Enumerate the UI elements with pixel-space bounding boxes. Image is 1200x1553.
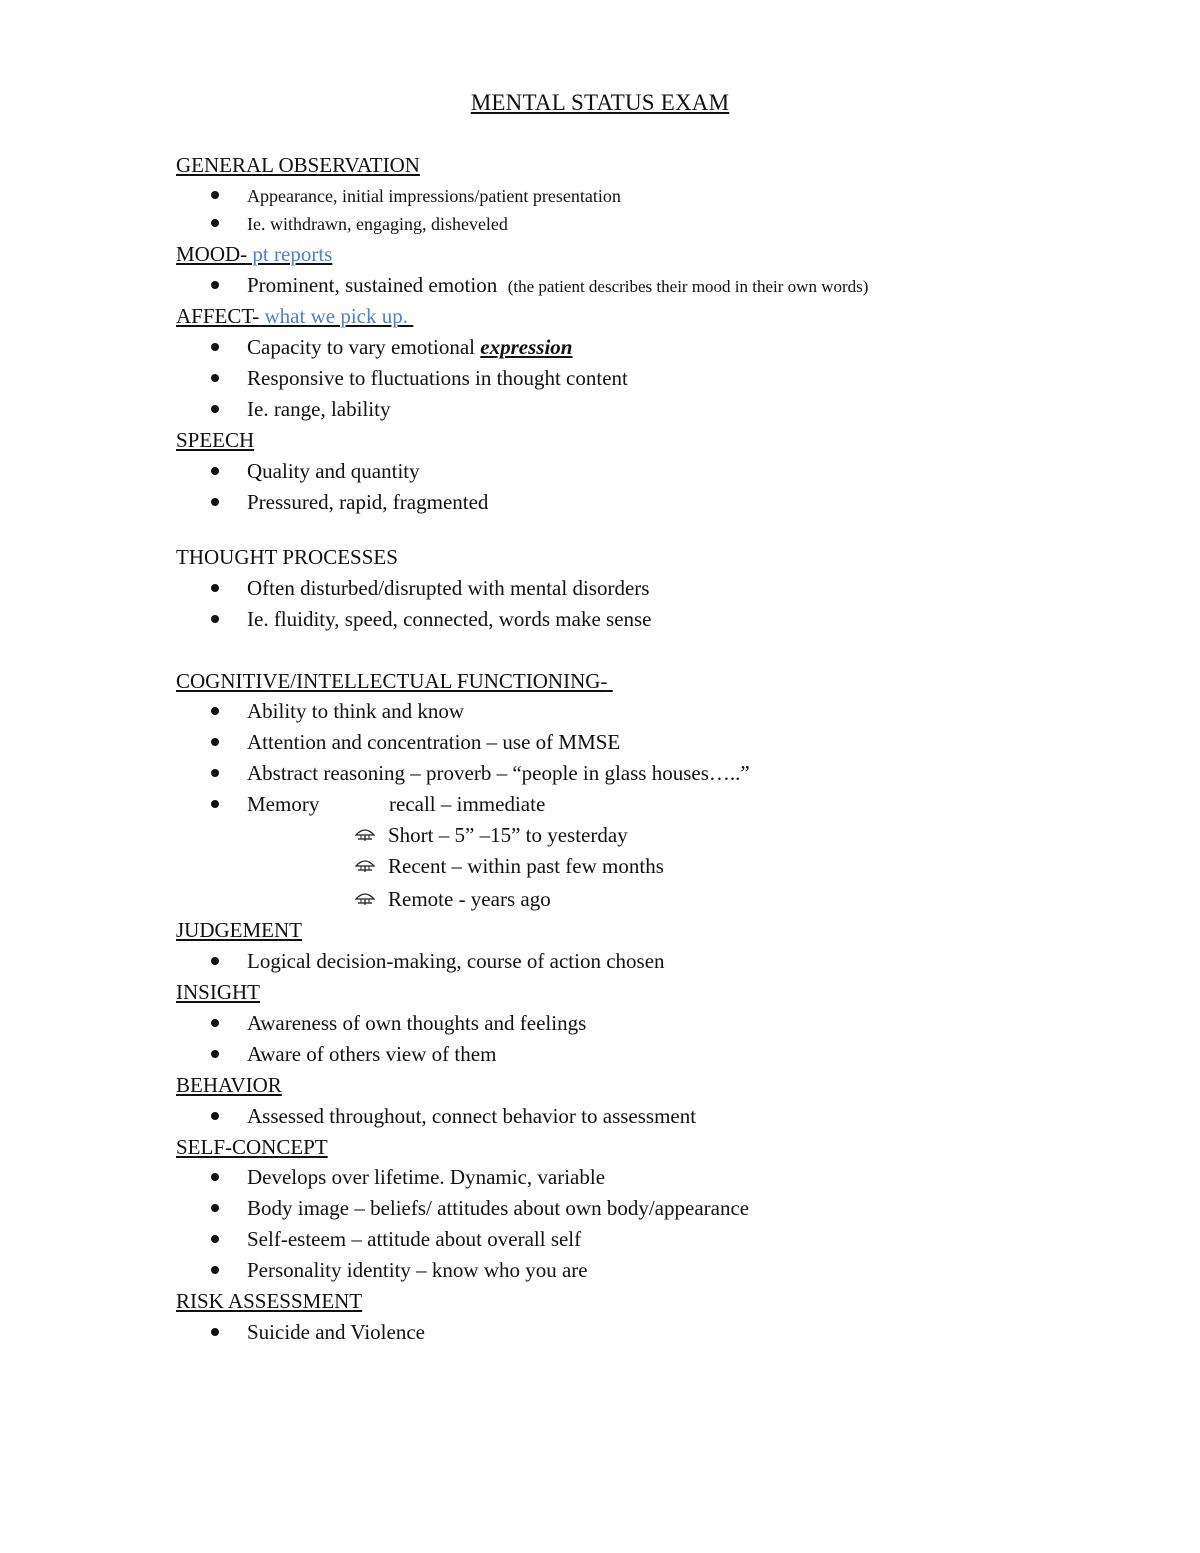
heading-judgement: JUDGEMENT: [176, 918, 302, 942]
bullet-icon: [211, 707, 219, 715]
umbrella-icon: [355, 825, 375, 843]
bullet-icon: [211, 1112, 219, 1120]
heading-general-observation: GENERAL OBSERVATION: [176, 153, 420, 177]
emphasized-word: expression: [480, 335, 573, 359]
bullet-icon: [211, 219, 219, 227]
bullet-icon: [211, 738, 219, 746]
bullet-icon: [211, 191, 219, 199]
heading-cognitive-functioning: COGNITIVE/INTELLECTUAL FUNCTIONING-: [176, 669, 608, 693]
bullet-icon: [211, 769, 219, 777]
bullet-icon: [211, 1328, 219, 1336]
bullet-icon: [211, 467, 219, 475]
bullet-icon: [211, 615, 219, 623]
heading-insight: INSIGHT: [176, 980, 260, 1004]
page-title: MENTAL STATUS EXAM: [470, 90, 730, 115]
bullet-icon: [211, 281, 219, 289]
heading-affect: AFFECT- what we pick up.: [176, 304, 408, 328]
bullet-icon: [211, 498, 219, 506]
umbrella-icon: [355, 856, 375, 874]
bullet-icon: [211, 405, 219, 413]
heading-mood: MOOD- pt reports: [176, 242, 333, 266]
bullet-icon: [211, 1204, 219, 1212]
bullet-icon: [211, 1235, 219, 1243]
document-page: MENTAL STATUS EXAM GENERAL OBSERVATION Appearance, initial impressions/patient presentation Ie. withdrawn, engaging, disheveled MOOD- pt reports Prominent, sustained emotion (the patient describes their mood in their own words) AFFECT- what we pick up. Capacity to vary emotional expression Responsive to fluctuations in thought content Ie. range, lability SPEECH Quality and quantity Pressured, rapid, fragmented THOUGHT PROCESSES Often disturbed/disrupted with mental disorders Ie. fluidity, speed, connected, words make sense COGNITIVE/INTELLECTUAL FUNCTIONING- Ability to think and know Attention and concentration – use of MMSE Abstract reasoning – proverb – “people in glass houses…..” Memory recall – immediate Short – 5” –15” to yesterday Recent – within past few months Remote - years ago JUDGEMENT Logical decision-making, course of action chosen INSIGHT Awareness of own thoughts and feelings Aware of others view of them BEHAVIOR Assessed throughout, connect behavior to assessment SELF-CONCEPT Develops over lifetime. Dynamic, variable Body image – beliefs/ attitudes about own body/appearance Self-esteem – attitude about overall self Personality identity – know who you are RISK ASSESSMENT Suicide and Violence: [0, 0, 1200, 1553]
mood-parenthetical: (the patient describes their mood in their own words): [507, 277, 869, 296]
bullet-icon: [211, 1173, 219, 1181]
mood-note: pt reports: [247, 242, 333, 266]
bullet-icon: [211, 1050, 219, 1058]
memory-recall: recall – immediate: [389, 792, 546, 816]
heading-self-concept: SELF-CONCEPT: [176, 1135, 328, 1159]
umbrella-icon: [355, 889, 375, 907]
heading-behavior: BEHAVIOR: [176, 1073, 282, 1097]
affect-note: what we pick up.: [259, 304, 408, 328]
bullet-icon: [211, 800, 219, 808]
heading-thought-processes: THOUGHT PROCESSES: [176, 545, 398, 569]
bullet-icon: [211, 1266, 219, 1274]
bullet-icon: [211, 374, 219, 382]
bullet-icon: [211, 1019, 219, 1027]
bullet-icon: [211, 957, 219, 965]
heading-risk-assessment: RISK ASSESSMENT: [176, 1289, 363, 1313]
bullet-icon: [211, 584, 219, 592]
heading-speech: SPEECH: [176, 428, 255, 452]
bullet-icon: [211, 343, 219, 351]
